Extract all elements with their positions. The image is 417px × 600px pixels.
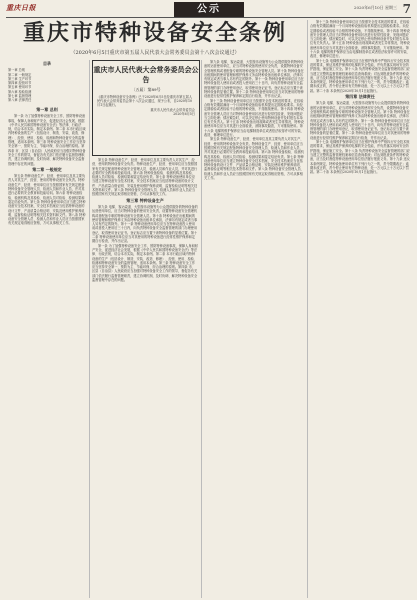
announcement-date: 2020年6月5日 (173, 111, 195, 116)
column-divider (307, 20, 308, 598)
announcement-number: 〔五届〕第89号 (131, 87, 161, 92)
toc-item: 第五章 使用环节 (8, 85, 32, 90)
column-text: 第十七条 电梯维护保养单位应当在维护保养中严格执行安全技术规范的要求，保证其维护保养的电梯的安全性能，并负责落实现场安全防护措施，保证施工安全。第十八条 负责特种设备安全监督管理的部门应当建立完整的监督管理档案和信息查询系统；对达到报废条件的特种设备，应当及时督促特种设备使用单位依法履行报废义务。第十九条 违反本条例规定，特种设备使用单位有下列行为之一的，责令限期改正；逾期未改正的，责令停止使用有关特种设备，处一万元以上十万元以下罚款。第二十条 本条例自2020年10月1日起施行。 (310, 58, 410, 93)
text-column-2 (92, 158, 198, 596)
column-divider (89, 60, 90, 598)
text-column-4 (310, 20, 410, 596)
column-text: 第九条 电梯、客运索道、大型游乐设施等为公众提供服务的特种设备的运营使用单位，应当对特种设备的使用安全负责，设置特种设备安全管理机构或者配备专职的特种设备安全管理人员。第十条 特种设备在出租期间的使用管理和维护保养义务由特种设备出租单位承担，法律另有规定或者当事人另有约定的除外。第十一条 特种设备使用单位应当在特种设备投入使用前或者投入使用后三十日内，向负责特种设备安全监督管理的部门办理使用登记，取得使用登记证书。登记标志应当置于该特种设备的显著位置。第十二条 特种设备使用单位应当对其使用的特种设备进行经常性维护保养和定期自行检查，并作出记录。 (92, 204, 198, 244)
toc-item: 第七章 监督管理 (8, 94, 32, 99)
announcement-box (92, 60, 200, 156)
column-text: 第十三条 特种设备使用单位应当按照安全技术规范的要求，在检验合格有效期届满前一个月向特种设备检验机构提出定期检验要求。未经定期检验或者检验不合格的特种设备，不得继续使用。第十四条 特种设备安全管理人员应当对特种设备使用状况进行经常性检查，发现问题应当立即处理；情况紧急时，可以决定停止使用特种设备并及时报告本单位有关负责人。第十五条 特种设备出现故障或者发生异常情况，特种设备使用单位应当对其进行全面检查，消除事故隐患，方可继续使用。第十六条 电梯的维护保养应当由电梯制造单位或者依法取得许可的安装、改造、修理单位进行。 (310, 20, 410, 59)
section-label: 公示 (174, 2, 244, 17)
toc-item: 第六章 检验检测 (8, 89, 32, 94)
document-title: 重庆市特种设备安全条例 (22, 21, 287, 46)
column-text: 第一条 为了加强特种设备安全工作，预防特种设备事故，保障人身和财产安全，促进经济社会发展，根据《中华人民共和国特种设备安全法》等法律、行政法规，结合本市实际，制定本条例。第二条 本市行政区域内特种设备的生产（包括设计、制造、安装、改造、修理）、经营、使用、检验、检测和特种设备安全的监督管理，适用本条例。第三条 特种设备安全工作应当坚持安全第一、预防为主、节能环保、综合治理的原则。第四条 市、区县（自治县）人民政府应当加强对特种设备安全工作的领导，督促各有关部门依法履行监督管理职责，建立协调机制，及时协调、解决特种设备安全监督管理中存在的问题。 (92, 243, 198, 283)
column-text: 第五条 特种设备生产、经营、使用单位及其主要负责人对其生产、经营、使用的特种设备安全负责。特种设备生产、经营、使用单位应当按照国家有关规定配备特种设备安全管理人员、检测人员和作业人员，并对其进行必要的安全教育和技能培训。第六条 特种设备检验、检测机构及其检验、检测人员对检验、检测结果和鉴定结论负责。第七条 特种设备使用单位应当建立特种设备安全技术档案，安全技术档案应当包括特种设备的设计文件、产品质量合格证明、安装及使用维护保养说明、监督检验证明等相关技术资料和文件。第八条 特种设备安全管理人员、检测人员和作业人员应当按照国家有关规定取得相应资格，方可从事相关工作。 (204, 137, 304, 181)
column-text: 第十七条 电梯维护保养单位应当在维护保养中严格执行安全技术规范的要求，保证其维护保养的电梯的安全性能，并负责落实现场安全防护措施，保证施工安全。第十八条 负责特种设备安全监督管理的部门应当建立完整的监督管理档案和信息查询系统；对达到报废条件的特种设备，应当及时督促特种设备使用单位依法履行报废义务。第十九条 违反本条例规定，特种设备使用单位有下列行为之一的，责令限期改正；逾期未改正的，责令停止使用有关特种设备，处一万元以上十万元以下罚款。第二十条 本条例自2020年10月1日起施行。 (310, 140, 410, 175)
column-text: 第五条 特种设备生产、经营、使用单位及其主要负责人对其生产、经营、使用的特种设备安全负责。特种设备生产、经营、使用单位应当按照国家有关规定配备特种设备安全管理人员、检测人员和作业人员，并对其进行必要的安全教育和技能培训。第六条 特种设备检验、检测机构及其检验、检测人员对检验、检测结果和鉴定结论负责。第七条 特种设备使用单位应当建立特种设备安全技术档案，安全技术档案应当包括特种设备的设计文件、产品质量合格证明、安装及使用维护保养说明、监督检验证明等相关技术资料和文件。第八条 特种设备安全管理人员、检测人员和作业人员应当按照国家有关规定取得相应资格，方可从事相关工作。 (92, 158, 198, 197)
header-rule (6, 17, 411, 18)
newspaper-logo: 重庆日报 (6, 3, 36, 12)
chapter-heading: 第二章 一般规定 (32, 166, 62, 172)
toc-item: 第四章 经营环节 (8, 81, 32, 86)
toc-item: 第八章 法律责任 (8, 98, 32, 103)
toc-title: 目录 (43, 61, 51, 66)
column-text: 第五条 特种设备生产、经营、使用单位及其主要负责人对其生产、经营、使用的特种设备安全负责。特种设备生产、经营、使用单位应当按照国家有关规定配备特种设备安全管理人员、检测人员和作业人员，并对其进行必要的安全教育和技能培训。第六条 特种设备检验、检测机构及其检验、检测人员对检验、检测结果和鉴定结论负责。第七条 特种设备使用单位应当建立特种设备安全技术档案，安全技术档案应当包括特种设备的设计文件、产品质量合格证明、安装及使用维护保养说明、监督检验证明等相关技术资料和文件。第八条 特种设备安全管理人员、检测人员和作业人员应当按照国家有关规定取得相应资格，方可从事相关工作。 (8, 174, 86, 226)
toc-item: 第三章 生产环节 (8, 76, 32, 81)
text-column-1 (8, 106, 86, 596)
column-text: 第九条 电梯、客运索道、大型游乐设施等为公众提供服务的特种设备的运营使用单位，应当对特种设备的使用安全负责，设置特种设备安全管理机构或者配备专职的特种设备安全管理人员。第十条 特种设备在出租期间的使用管理和维护保养义务由特种设备出租单位承担，法律另有规定或者当事人另有约定的除外。第十一条 特种设备使用单位应当在特种设备投入使用前或者投入使用后三十日内，向负责特种设备安全监督管理的部门办理使用登记，取得使用登记证书。登记标志应当置于该特种设备的显著位置。第十二条 特种设备使用单位应当对其使用的特种设备进行经常性维护保养和定期自行检查，并作出记录。 (310, 101, 410, 140)
column-text: 第九条 电梯、客运索道、大型游乐设施等为公众提供服务的特种设备的运营使用单位，应当对特种设备的使用安全负责，设置特种设备安全管理机构或者配备专职的特种设备安全管理人员。第十条 特种设备在出租期间的使用管理和维护保养义务由特种设备出租单位承担，法律另有规定或者当事人另有约定的除外。第十一条 特种设备使用单位应当在特种设备投入使用前或者投入使用后三十日内，向负责特种设备安全监督管理的部门办理使用登记，取得使用登记证书。登记标志应当置于该特种设备的显著位置。第十二条 特种设备使用单位应当对其使用的特种设备进行经常性维护保养和定期自行检查，并作出记录。 (204, 60, 304, 99)
announcement-body: 《重庆市特种设备安全条例》已于2020年6月5日经重庆市第五届人民代表大会常务委员会第十八次会议通过，现予公布，自2020年10月1日起施行。 (97, 95, 193, 108)
toc-item: 第一章 总则 (8, 68, 25, 73)
announcement-title: 重庆市人民代表大会常务委员会公告 (93, 66, 199, 84)
text-column-3 (204, 60, 304, 596)
table-of-contents (8, 60, 86, 103)
chapter-heading: 第一章 总则 (36, 107, 58, 112)
document-subtitle: （2020年6月5日重庆市第五届人民代表大会常务委员会第十八次会议通过） (70, 50, 240, 56)
toc-item: 第二章 一般规定 (8, 72, 32, 77)
column-divider (201, 60, 202, 598)
chapter-heading: 第四章 法律责任 (345, 94, 375, 100)
page-number: 7 (402, 2, 411, 16)
column-text: 第一条 为了加强特种设备安全工作，预防特种设备事故，保障人身和财产安全，促进经济社会发展，根据《中华人民共和国特种设备安全法》等法律、行政法规，结合本市实际，制定本条例。第二条 本市行政区域内特种设备的生产（包括设计、制造、安装、改造、修理）、经营、使用、检验、检测和特种设备安全的监督管理，适用本条例。第三条 特种设备安全工作应当坚持安全第一、预防为主、节能环保、综合治理的原则。第四条 市、区县（自治县）人民政府应当加强对特种设备安全工作的领导，督促各有关部门依法履行监督管理职责，建立协调机制，及时协调、解决特种设备安全监督管理中存在的问题。 (8, 114, 86, 166)
edition-date: 2020年6月10日 星期三 (353, 5, 397, 10)
chapter-heading: 第三章 特种设备生产 (126, 197, 164, 203)
announcement-signature: 重庆市人民代表大会常务委员会 (150, 107, 195, 112)
masthead (6, 2, 411, 18)
column-text: 第十三条 特种设备使用单位应当按照安全技术规范的要求，在检验合格有效期届满前一个月向特种设备检验机构提出定期检验要求。未经定期检验或者检验不合格的特种设备，不得继续使用。第十四条 特种设备安全管理人员应当对特种设备使用状况进行经常性检查，发现问题应当立即处理；情况紧急时，可以决定停止使用特种设备并及时报告本单位有关负责人。第十五条 特种设备出现故障或者发生异常情况，特种设备使用单位应当对其进行全面检查，消除事故隐患，方可继续使用。第十六条 电梯的维护保养应当由电梯制造单位或者依法取得许可的安装、改造、修理单位进行。 (204, 98, 304, 138)
